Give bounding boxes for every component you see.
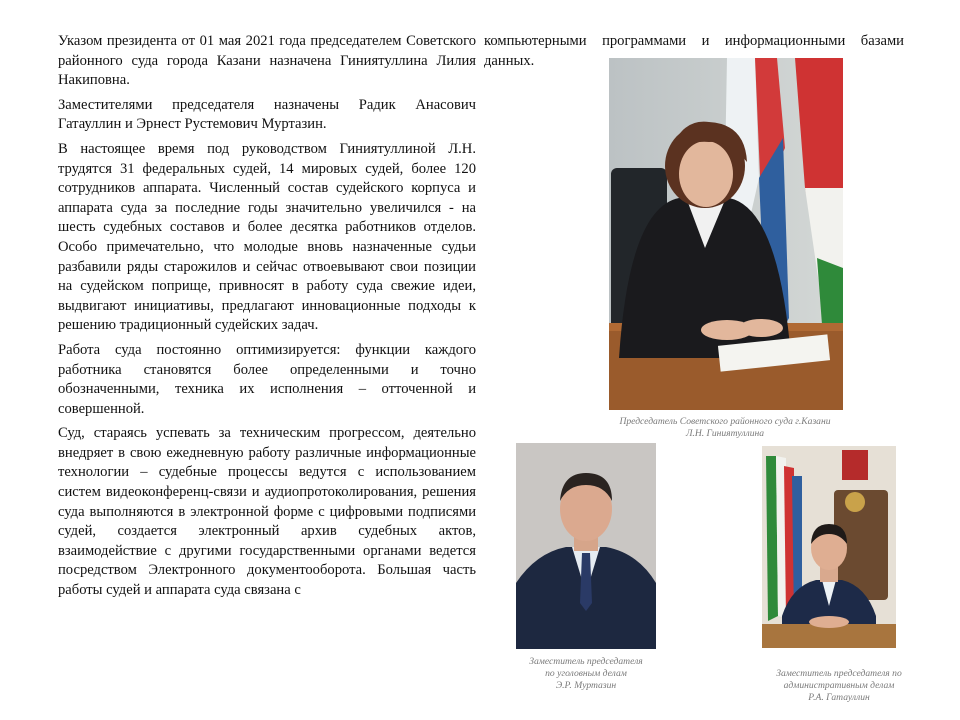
chairman-photo — [609, 58, 843, 410]
deputy-criminal-caption-title: Заместитель председателя — [529, 656, 643, 667]
deputy-admin-photo — [762, 446, 896, 648]
main-text-column — [58, 32, 476, 606]
paragraph-appointment: Указом президента от 01 мая 2021 года председателем Советского районного суда города Казани назначена Гиниятуллина Лилия Накиповна. — [58, 33, 476, 89]
deputy-admin-caption — [746, 668, 932, 704]
deputy-criminal-photo — [516, 443, 656, 649]
deputy-criminal-caption-role: по уголовным делам — [545, 668, 627, 679]
chairman-caption-title: Председатель Советского районного суда г.Казани — [619, 416, 831, 427]
deputy-admin-caption-name: Р.А. Гатауллин — [808, 692, 870, 703]
paragraph-deputies: Заместителями председателя назначены Радик Анасович Гатауллин и Эрнест Рустемович Муртазин. — [58, 96, 476, 133]
chairman-caption-name: Л.Н. Гиниятуллина — [685, 428, 765, 439]
deputy-admin-caption-title: Заместитель председателя по — [776, 668, 902, 679]
chairman-caption — [580, 416, 870, 440]
paragraph-staff: В настоящее время под руководством Гиниятуллиной Л.Н. трудятся 31 федеральных судей, 14 мировых судей, более 120 сотрудников аппарата. Численный состав судейского корпуса и аппарата суда за последние годы значительно увеличился - на шесть судебных составов и более десятка работников отделов. Особо примечательно, что молодые вновь назначенные судьи разбавили ряды старожилов и сейчас отвоевывают свои позиции на судейском поприще, привносят в работу суда свежие идеи, выдвигают инициативы, предлагают инновационные подходы к решению традиционный судейских задач. — [58, 140, 476, 334]
deputy-admin-caption-role: административным делам — [783, 680, 895, 691]
deputy-criminal-caption-name: Э.Р. Муртазин — [555, 680, 617, 691]
paragraph-continuation: компьютерными программами и информационными базами данных. — [484, 33, 904, 69]
paragraph-optimization: Работа суда постоянно оптимизируется: функции каждого работника становятся более определенными и точно обозначенными, техника их исполнения – отточенной и совершенной. — [58, 341, 476, 417]
deputy-criminal-caption — [506, 656, 666, 692]
paragraph-technology: Суд, стараясь успевать за техническим прогрессом, деятельно внедряет в свою ежедневную работу различные информационные технологии – судебные процессы ведутся с использованием систем видеоконференц-связи и аудиопротоколирования, решения суда выполняются в электронной форме с цифровыми подписями судей, создается электронный архив судебных актов, взаимодействие с другими государственными органами ведется посредством Электронного документооборота. Большая часть работы судей и аппарата суда связана с — [58, 425, 476, 599]
